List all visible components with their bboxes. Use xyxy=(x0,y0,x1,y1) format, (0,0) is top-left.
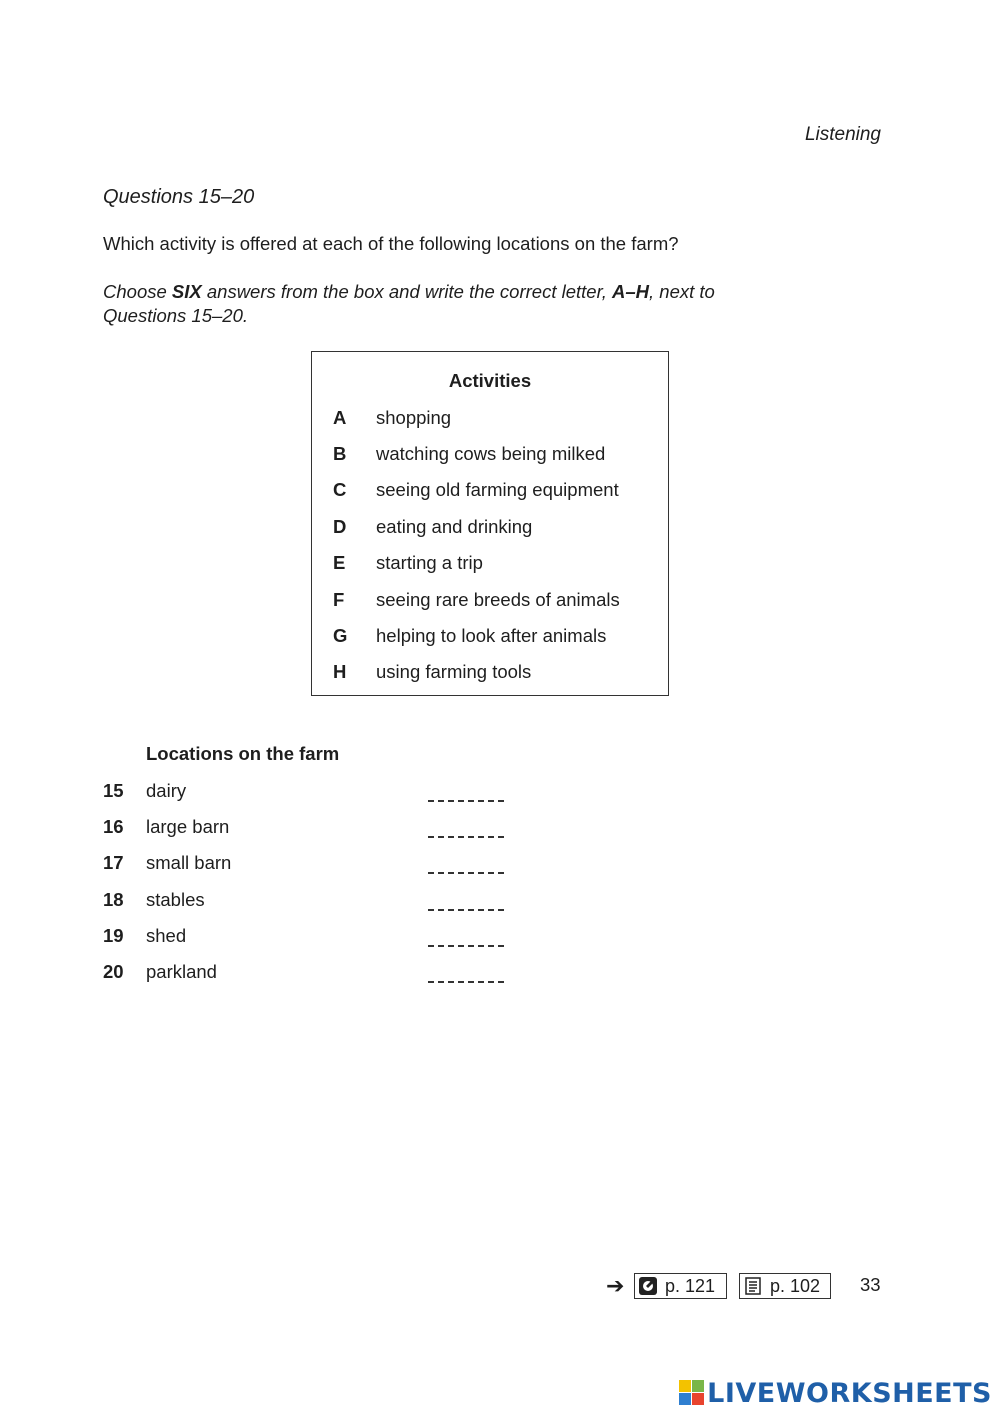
activity-option: F seeing rare breeds of animals xyxy=(333,589,620,610)
answer-key-page: p. 102 xyxy=(770,1275,821,1296)
activity-option: G helping to look after animals xyxy=(333,625,607,646)
audio-script-ref xyxy=(634,1273,727,1299)
location-row: 20 parkland xyxy=(103,961,523,985)
activity-option: B watching cows being milked xyxy=(333,443,606,464)
activity-option: C seeing old farming equipment xyxy=(333,479,619,500)
answer-blank-20[interactable] xyxy=(428,963,504,983)
location-row: 19 shed xyxy=(103,925,523,949)
answer-blank-16[interactable] xyxy=(428,818,504,838)
document-icon xyxy=(744,1277,762,1295)
location-row: 18 stables xyxy=(103,889,523,913)
activity-option: H using farming tools xyxy=(333,661,532,682)
questions-prompt: Which activity is offered at each of the following locations on the farm? xyxy=(103,233,679,254)
activity-option: A shopping xyxy=(333,407,452,428)
answer-blank-17[interactable] xyxy=(428,854,504,874)
page-number: 33 xyxy=(860,1274,881,1295)
liveworksheets-logo-icon xyxy=(679,1380,705,1406)
answer-blank-15[interactable] xyxy=(428,782,504,802)
location-row: 17 small barn xyxy=(103,852,523,876)
answer-key-ref xyxy=(739,1273,831,1299)
activity-option: E starting a trip xyxy=(333,552,483,573)
answer-blank-18[interactable] xyxy=(428,891,504,911)
audio-script-page: p. 121 xyxy=(665,1275,716,1296)
activities-title: Activities xyxy=(448,370,532,391)
activity-option: D eating and drinking xyxy=(333,516,533,537)
page-footer xyxy=(606,1273,896,1301)
questions-heading: Questions 15–20 xyxy=(103,186,255,208)
instructions: Choose SIX answers from the box and write the correct letter, A–H, next to Questions 15–20. xyxy=(103,281,715,326)
liveworksheets-brand[interactable] xyxy=(679,1376,992,1410)
answer-blank-19[interactable] xyxy=(428,927,504,947)
location-row: 15 dairy xyxy=(103,780,523,804)
section-label: Listening xyxy=(804,124,881,145)
activities-box xyxy=(311,351,669,696)
listening-icon xyxy=(639,1277,657,1295)
location-row: 16 large barn xyxy=(103,816,523,840)
arrow-right-icon: ➔ xyxy=(606,1273,625,1298)
locations-heading: Locations on the farm xyxy=(146,743,340,764)
brand-name: LIVEWORKSHEETS xyxy=(707,1377,992,1409)
